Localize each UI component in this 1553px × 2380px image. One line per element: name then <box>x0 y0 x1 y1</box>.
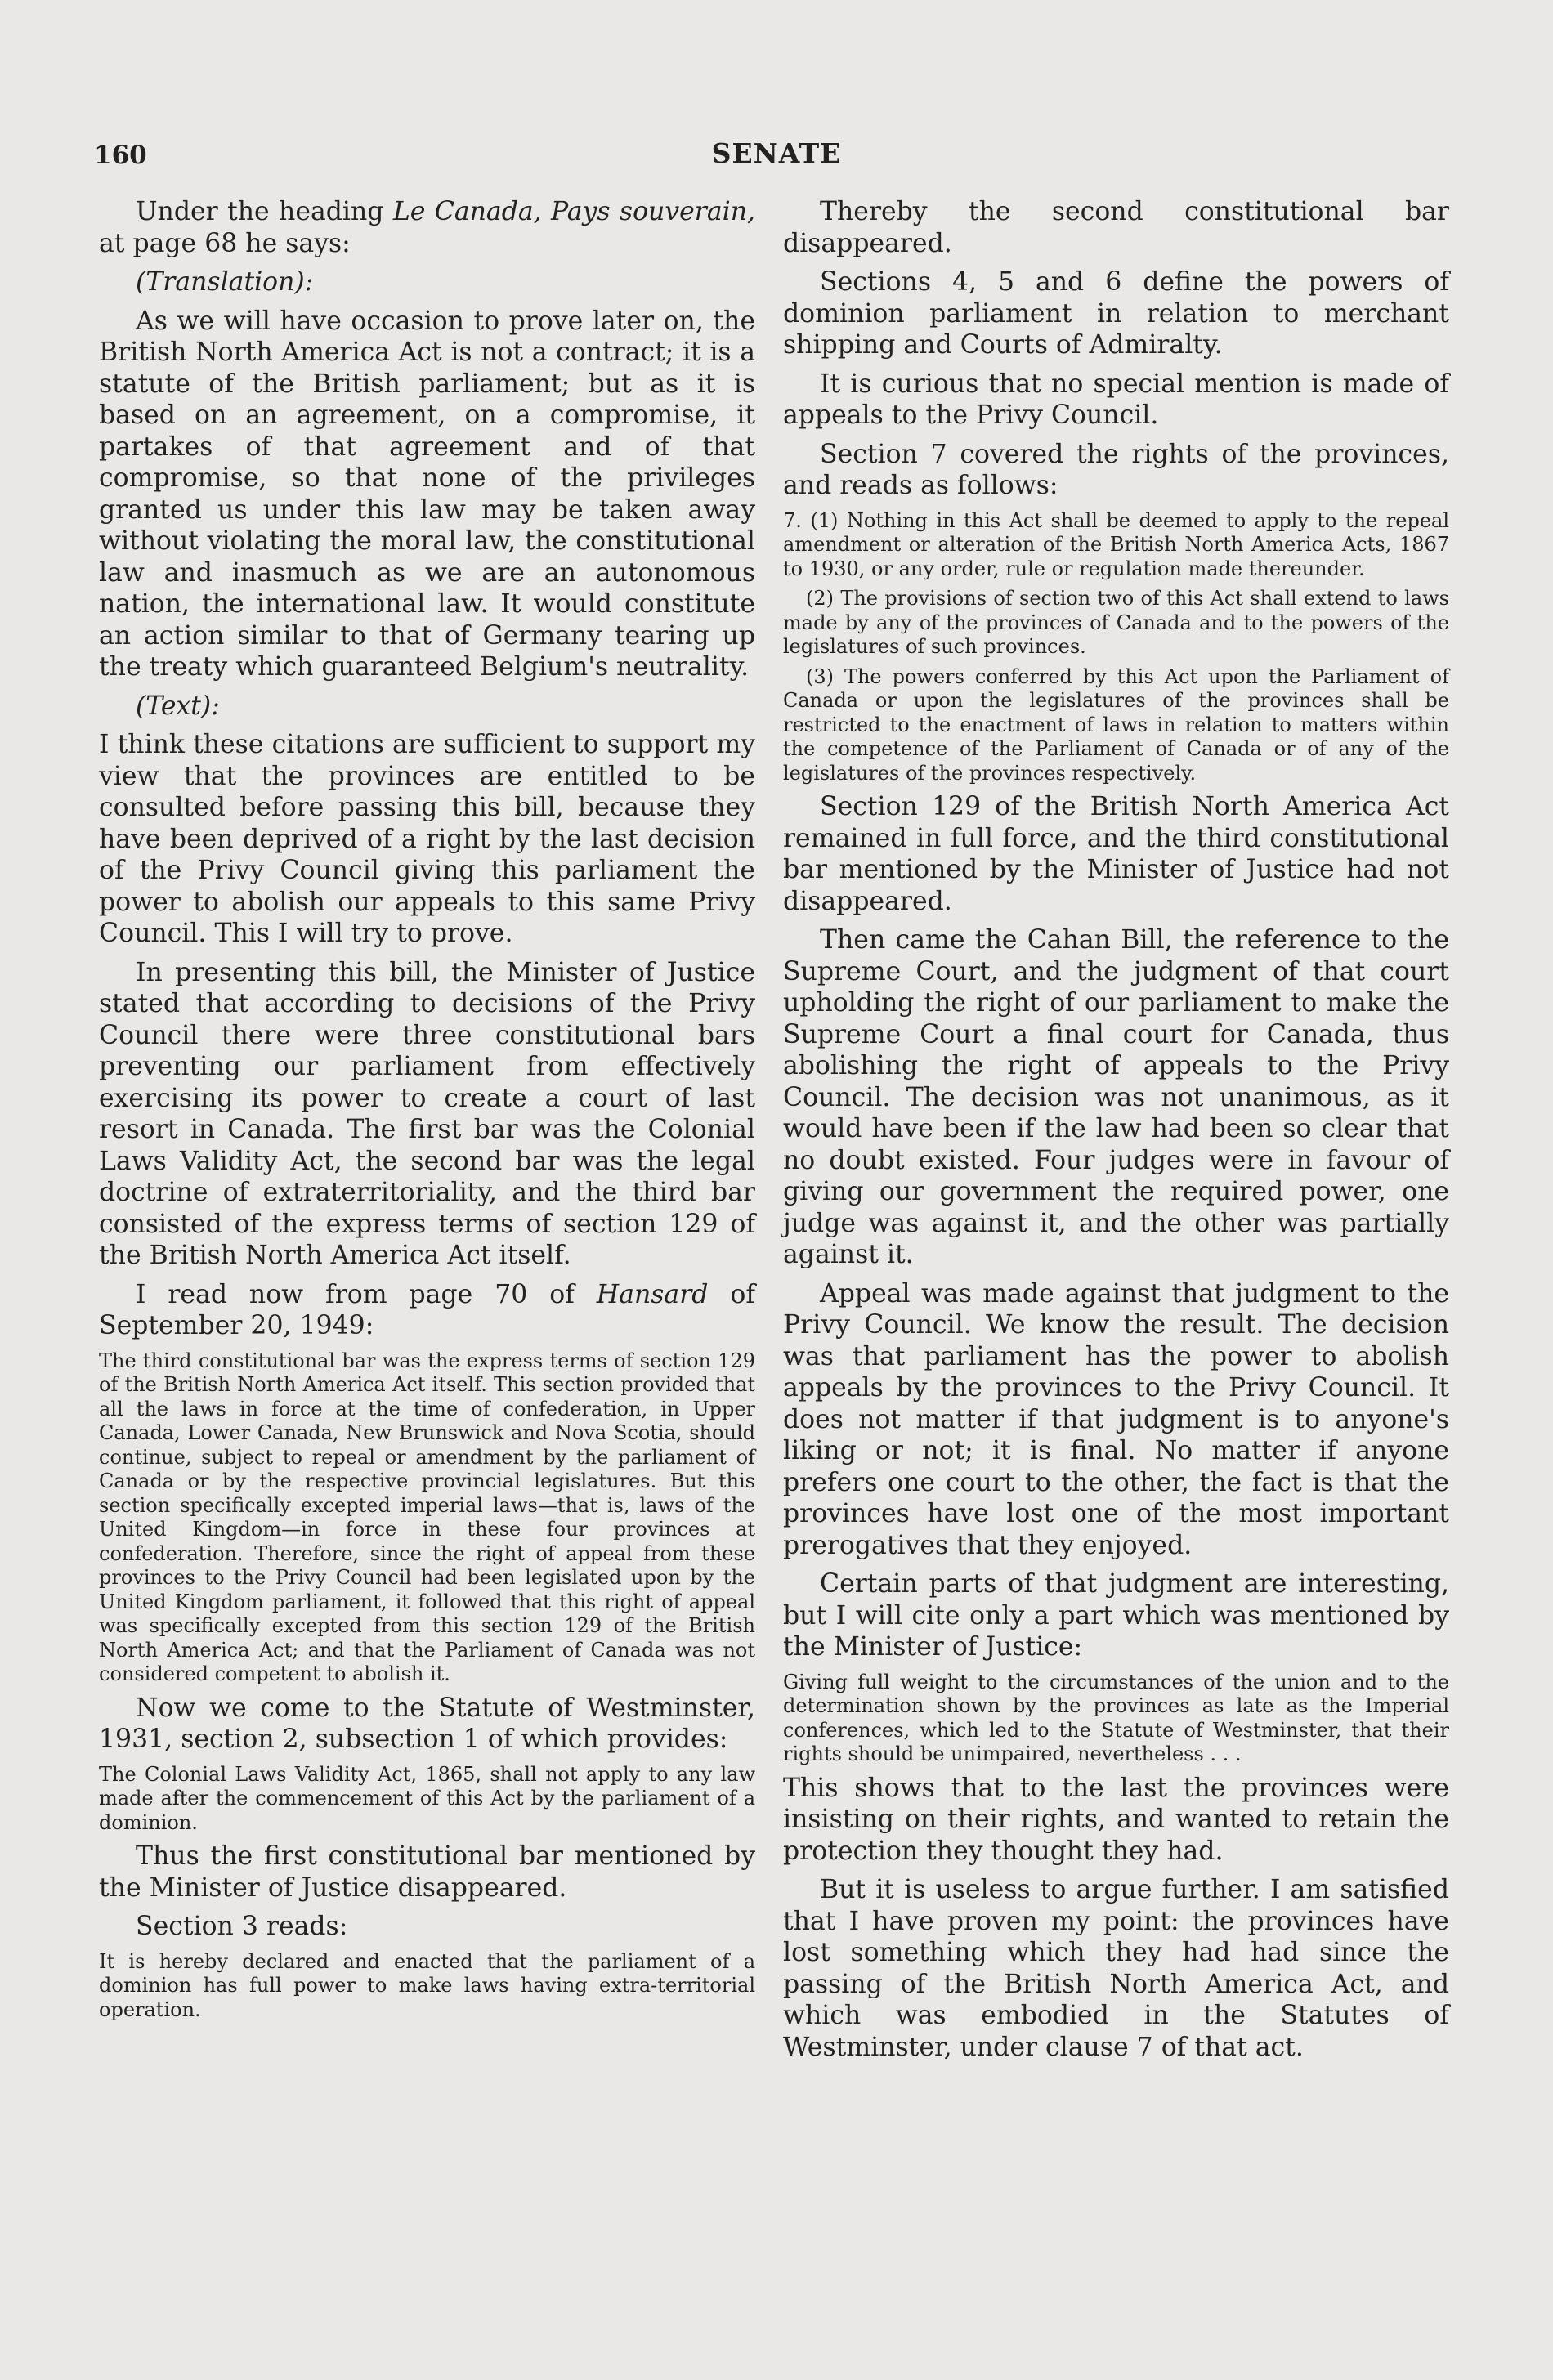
paragraph: As we will have occasion to prove later on, the British North America Act is not a contract; it is a statute of the British parliament; but as it is based on an agreement, on a compromise, it partakes of that agreement and of that compromise, so that none of the privileges granted us under this law may be taken away without violating the moral law, the constitutional law and inasmuch as we are an autonomous nation, the international law. It would constitute an action similar to that of Germany tearing up the treaty which guaranteed Belgium's neutrality. <box>99 306 755 682</box>
left-column <box>99 196 755 2028</box>
text-span: of September 20, 1949: <box>99 1279 755 1340</box>
block-quote: It is hereby declared and enacted that the parliament of a dominion has full power to make laws having extra-territorial operation. <box>99 1949 755 2021</box>
text-span: at page 68 he says: <box>99 228 351 258</box>
page-number: 160 <box>94 141 147 170</box>
paragraph: Certain parts of that judgment are interesting, but I will cite only a part which was mentioned by the Minister of Justice: <box>783 1569 1449 1662</box>
emphasis-text: Le Canada, Pays souverain, <box>392 197 755 226</box>
paragraph: This shows that to the last the provinces were insisting on their rights, and wanted to retain the protection they thought they had. <box>783 1773 1449 1866</box>
paragraph: In presenting this bill, the Minister of Justice stated that according to decisions of the Privy Council there were three constitutional bars preventing our parliament from effectively exercising its power to create a court of last resort in Canada. The first bar was the Colonial Laws Validity Act, the second bar was the legal doctrine of extraterritoriality, and the third bar consisted of the express terms of section 129 of the British North America Act itself. <box>99 957 755 1270</box>
block-quote: 7. (1) Nothing in this Act shall be deemed to apply to the repeal amendment or alteration of the British North America Acts, 1867 to 1930, or any order, rule or regulation made thereunder. <box>783 508 1449 580</box>
paragraph: Section 7 covered the rights of the provinces, and reads as follows: <box>783 439 1449 500</box>
right-column <box>783 196 1449 2070</box>
translation-label <box>99 266 755 298</box>
block-quote: The Colonial Laws Validity Act, 1865, shall not apply to any law made after the commencement of this Act by the parliament of a dominion. <box>99 1762 755 1834</box>
block-quote: (2) The provisions of section two of this Act shall extend to laws made by any of the provinces of Canada and to the powers of the legislatures of such provinces. <box>783 587 1449 658</box>
running-head: SENATE <box>711 137 842 169</box>
paragraph: Sections 4, 5 and 6 define the powers of dominion parliament in relation to merchant shipping and Courts of Admiralty. <box>783 267 1449 360</box>
paragraph: Thereby the second constitutional bar disappeared. <box>783 197 1449 258</box>
paragraph: Thus the first constitutional bar mentioned by the Minister of Justice disappeared. <box>99 1841 755 1903</box>
paragraph: I think these citations are sufficient to support my view that the provinces are entitled to be consulted before passing this bill, because they have been deprived of a right by the last decision of the Privy Council giving this parliament the power to abolish our appeals to this same Privy Council. This I will try to prove. <box>99 730 755 948</box>
paragraph: But it is useless to argue further. I am satisfied that I have proven my point: the provinces have lost something which they had had since the passing of the British North America Act, and which was embodied in the Statutes of Westminster, under clause 7 of that act. <box>783 1875 1449 2062</box>
paragraph <box>99 1279 755 1342</box>
emphasis-text: Hansard <box>596 1279 709 1309</box>
text-span: Under the heading <box>136 197 393 226</box>
block-quote: Giving full weight to the circumstances of the union and to the determination shown by the provinces as late as the Imperial conferences, which led to the Statute of Westminster, that their rights should be unimpaired, nevertheless . . . <box>783 1670 1449 1765</box>
emphasis-text: (Text): <box>136 691 220 721</box>
block-quote: (3) The powers conferred by this Act upon the Parliament of Canada or upon the legislatures of the provinces shall be restricted to the enactment of laws in relation to matters within the competence of the Parliament of Canada or of any of the legislatures of the provinces respectively. <box>783 664 1449 785</box>
paragraph: Now we come to the Statute of Westminster, 1931, section 2, subsection 1 of which provides: <box>99 1693 755 1754</box>
block-quote: The third constitutional bar was the express terms of section 129 of the British North America Act itself. This section provided that all the laws in force at the time of confederation, in Upper Canada, Lower Canada, New Brunswick and Nova Scotia, should continue, subject to repeal or amendment by the parliament of Canada or by the respective provincial legislatures. But this section specifically excepted imperial laws—that is, laws of the United Kingdom—in force in these four provinces at confederation. Therefore, since the right of appeal from these provinces to the Privy Council had been legislated upon by the United Kingdom parliament, it followed that this right of appeal was specifically excepted from this section 129 of the British North America Act; and that the Parliament of Canada was not considered competent to abolish it. <box>99 1349 755 1685</box>
paragraph: Then came the Cahan Bill, the reference to the Supreme Court, and the judgment of that court upholding the right of our parliament to make the Supreme Court a final court for Canada, thus abolishing the right of appeals to the Privy Council. The decision was not unanimous, as it would have been if the law had been so clear that no doubt existed. Four judges were in favour of giving our government the required power, one judge was against it, and the other was partially against it. <box>783 925 1449 1269</box>
text-span: I read now from page 70 of <box>136 1279 597 1309</box>
text-label <box>99 691 755 722</box>
paragraph <box>99 196 755 259</box>
emphasis-text: (Translation): <box>136 267 314 297</box>
paragraph: Section 3 reads: <box>136 1912 348 1941</box>
paragraph: Section 129 of the British North America Act remained in full force, and the third constitutional bar mentioned by the Minister of Justice had not disappeared. <box>783 792 1449 916</box>
paragraph: Appeal was made against that judgment to the Privy Council. We know the result. The decision was that parliament has the power to abolish appeals by the provinces to the Privy Council. It does not matter if that judgment is to anyone's liking or not; it is final. No matter if anyone prefers one court to the other, the fact is that the provinces have lost one of the most important prerogatives that they enjoyed. <box>783 1278 1449 1560</box>
paragraph: It is curious that no special mention is made of appeals to the Privy Council. <box>783 369 1449 430</box>
